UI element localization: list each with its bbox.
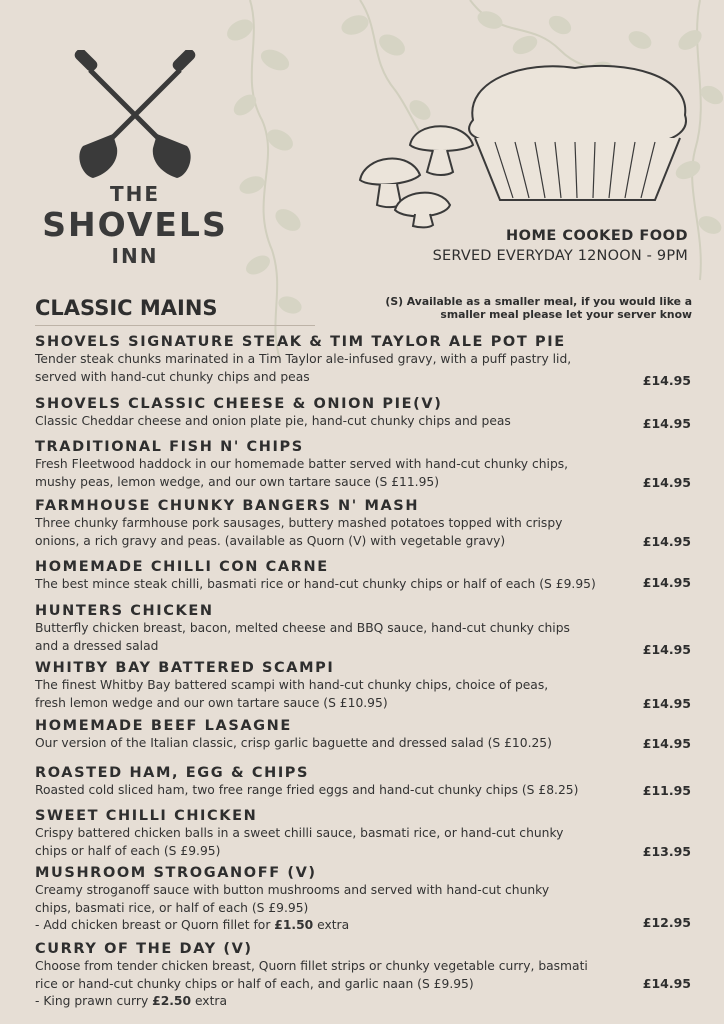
menu-item-bangers-mash xyxy=(35,497,695,550)
item-description: Choose from tender chicken breast, Quorn fillet strips or chunky vegetable curry, basmati rice or hand-cut chunky chips or half of each, and garlic naan (S £9.95) xyxy=(35,959,588,991)
item-description: Crispy battered chicken balls in a sweet chilli sauce, basmati rice, or hand-cut chunky chips or half of each (S £9.95) xyxy=(35,826,564,858)
item-name: MUSHROOM STROGANOFF (V) xyxy=(35,865,317,881)
extra-suffix: extra xyxy=(191,994,227,1008)
extra-text: - King prawn curry xyxy=(35,994,153,1008)
menu-item-sweet-chilli-chicken xyxy=(35,807,695,860)
note-line-1: (S) Available as a smaller meal, if you would like a xyxy=(385,295,692,308)
item-description: Classic Cheddar cheese and onion plate pie, hand-cut chunky chips and peas xyxy=(35,414,511,428)
menu-item-hunters-chicken xyxy=(35,602,695,655)
item-price: £13.95 xyxy=(642,844,691,859)
item-price: £14.95 xyxy=(642,416,691,431)
item-price: £14.95 xyxy=(642,976,691,991)
item-description: Roasted cold sliced ham, two free range fried eggs and hand-cut chunky chips (S £8.25) xyxy=(35,783,579,797)
extra-price: £2.50 xyxy=(152,994,192,1008)
item-description: Tender steak chunks marinated in a Tim Taylor ale-infused gravy, with a puff pastry lid, served with hand-cut chunky chips and peas xyxy=(35,352,572,384)
menu-item-mushroom-stroganoff xyxy=(35,864,695,935)
extra-price: £1.50 xyxy=(274,918,314,932)
item-description: Creamy stroganoff sauce with button mushrooms and served with hand-cut chunky chips, basmati rice, or half of each (S £9.95) xyxy=(35,883,550,915)
service-hours xyxy=(433,228,688,264)
item-description: The best mince steak chilli, basmati rice or hand-cut chunky chips or half of each (S £9.95) xyxy=(35,577,596,591)
pie-illustration xyxy=(355,60,695,230)
item-price: £14.95 xyxy=(642,475,691,490)
extra-suffix: extra xyxy=(313,918,350,932)
item-name: SHOVELS CLASSIC CHEESE & ONION PIE(V) xyxy=(35,396,443,412)
item-price: £14.95 xyxy=(642,642,691,657)
item-name: HUNTERS CHICKEN xyxy=(35,603,214,619)
section-divider xyxy=(35,325,315,326)
item-description: Three chunky farmhouse pork sausages, buttery mashed potatoes topped with crispy onions, a rich gravy and peas. (available as Quorn (V) with vegetable gravy) xyxy=(35,516,563,548)
brand-name: SHOVELS xyxy=(42,205,228,244)
smaller-meal-note xyxy=(385,295,692,321)
menu-item-scampi xyxy=(35,659,695,712)
crossed-shovels-icon xyxy=(65,50,205,180)
item-description: Fresh Fleetwood haddock in our homemade batter served with hand-cut chunky chips, mushy peas, lemon wedge, and our own tartare sauce (S £11.95) xyxy=(35,457,569,489)
item-name: FARMHOUSE CHUNKY BANGERS N' MASH xyxy=(35,498,420,514)
item-price: £14.95 xyxy=(642,373,691,388)
menu-item-chilli xyxy=(35,558,695,594)
item-price: £12.95 xyxy=(642,915,691,930)
logo xyxy=(40,50,230,268)
note-line-2: smaller meal please let your server know xyxy=(440,308,692,321)
home-cooked-heading: HOME COOKED FOOD xyxy=(506,228,688,244)
item-name: SWEET CHILLI CHICKEN xyxy=(35,808,258,824)
item-name: SHOVELS SIGNATURE STEAK & TIM TAYLOR ALE POT PIE xyxy=(35,334,566,350)
section-title: CLASSIC MAINS xyxy=(35,296,218,320)
menu-item-fish-chips xyxy=(35,438,695,491)
item-description: Our version of the Italian classic, crisp garlic baguette and dressed salad (S £10.25) xyxy=(35,736,552,750)
item-price: £11.95 xyxy=(642,783,691,798)
menu-item-cheese-onion-pie xyxy=(35,395,695,431)
item-name: ROASTED HAM, EGG & CHIPS xyxy=(35,765,310,781)
item-name: HOMEMADE BEEF LASAGNE xyxy=(35,718,292,734)
brand-the: THE xyxy=(109,182,161,206)
item-name: CURRY OF THE DAY (V) xyxy=(35,941,253,957)
item-name: TRADITIONAL FISH N' CHIPS xyxy=(35,439,304,455)
menu-item-ham-egg-chips xyxy=(35,764,695,800)
item-name: HOMEMADE CHILLI CON CARNE xyxy=(35,559,329,575)
item-description: The finest Whitby Bay battered scampi with hand-cut chunky chips, choice of peas, fresh lemon wedge and our own tartare sauce (S £10.95) xyxy=(35,678,549,710)
extra-text: - Add chicken breast or Quorn fillet for xyxy=(35,918,275,932)
item-extra xyxy=(35,993,635,1011)
menu-item-lasagne xyxy=(35,717,695,753)
item-price: £14.95 xyxy=(642,736,691,751)
menu-item-steak-pie xyxy=(35,333,695,386)
item-price: £14.95 xyxy=(642,575,691,590)
brand-inn: INN xyxy=(111,244,159,268)
item-extra xyxy=(35,917,635,935)
item-price: £14.95 xyxy=(642,696,691,711)
item-name: WHITBY BAY BATTERED SCAMPI xyxy=(35,660,335,676)
serving-times: SERVED EVERYDAY 12NOON - 9PM xyxy=(432,248,688,264)
item-description: Butterfly chicken breast, bacon, melted cheese and BBQ sauce, hand-cut chunky chips and a dressed salad xyxy=(35,621,570,653)
menu-item-curry-of-the-day xyxy=(35,940,695,1011)
item-price: £14.95 xyxy=(642,534,691,549)
